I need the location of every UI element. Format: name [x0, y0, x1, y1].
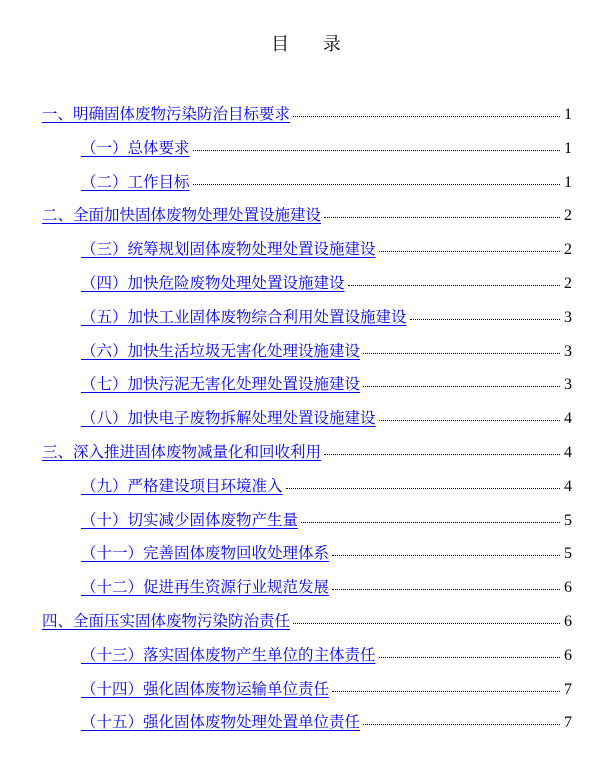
dot-leader — [410, 319, 560, 320]
toc-entry[interactable] — [42, 298, 572, 332]
dot-leader — [286, 488, 560, 489]
toc-entry-link[interactable]: （四）加快危险废物处理处置设施建设 — [81, 273, 345, 292]
toc-page-number: 6 — [564, 579, 572, 597]
toc-entry[interactable] — [42, 670, 572, 704]
toc-page-number: 6 — [564, 646, 572, 664]
toc-entry-link[interactable]: （七）加快污泥无害化处理处置设施建设 — [81, 375, 361, 394]
dot-leader — [332, 691, 560, 692]
toc-page-number: 7 — [564, 680, 572, 698]
toc-page-number: 2 — [564, 274, 572, 292]
toc-page-number: 4 — [564, 477, 572, 495]
toc-entry-link[interactable]: 二、全面加快固体废物处理处置设施建设 — [42, 206, 322, 225]
toc-page-number: 4 — [564, 410, 572, 428]
toc-page-number: 1 — [564, 139, 572, 157]
dot-leader — [324, 217, 560, 218]
dot-leader — [379, 657, 560, 658]
toc-entry-link[interactable]: （八）加快电子废物拆解处理处置设施建设 — [81, 409, 376, 428]
toc-entry-link[interactable]: 一、明确固体废物污染防治目标要求 — [42, 105, 291, 123]
toc-entry-link[interactable]: （十一）完善固体废物回收处理体系 — [81, 544, 330, 563]
toc-entry-link[interactable]: （十）切实减少固体废物产生量 — [81, 510, 299, 529]
dot-leader — [363, 386, 560, 387]
dot-leader — [348, 285, 560, 286]
toc-entry-link[interactable]: 三、深入推进固体废物减量化和回收利用 — [42, 442, 322, 461]
toc-page-number: 7 — [564, 714, 572, 732]
toc-entry[interactable] — [42, 636, 572, 670]
toc-entry-link[interactable]: （三）统筹规划固体废物处理处置设施建设 — [81, 240, 376, 259]
toc-entry[interactable] — [42, 163, 572, 197]
dot-leader — [293, 623, 560, 624]
toc-page-number: 2 — [564, 207, 572, 225]
toc-page-number: 3 — [564, 342, 572, 360]
toc-entry[interactable] — [42, 433, 572, 467]
dot-leader — [332, 589, 560, 590]
dot-leader — [379, 251, 560, 252]
toc-entry-link[interactable]: （六）加快生活垃圾无害化处理设施建设 — [81, 341, 361, 360]
toc-entry-link[interactable]: （一）总体要求 — [81, 138, 190, 157]
toc-entry[interactable] — [42, 264, 572, 298]
toc-entry[interactable] — [42, 196, 572, 230]
toc-entry-link[interactable]: （九）严格建设项目环境准入 — [81, 476, 283, 495]
toc-entry-link[interactable]: 四、全面压实固体废物污染防治责任 — [42, 611, 291, 630]
dot-leader — [332, 555, 560, 556]
toc-entry-link[interactable]: （十三）落实固体废物产生单位的主体责任 — [81, 645, 376, 664]
dot-leader — [363, 353, 560, 354]
dot-leader — [324, 454, 560, 455]
toc-entry-link[interactable]: （十五）强化固体废物处理处置单位责任 — [81, 713, 361, 732]
toc-entry[interactable] — [42, 365, 572, 399]
toc-entry-link[interactable]: （十二）促进再生资源行业规范发展 — [81, 578, 330, 597]
toc-page-number: 5 — [564, 545, 572, 563]
toc-entry-link[interactable]: （十四）强化固体废物运输单位责任 — [81, 679, 330, 698]
toc-entry[interactable] — [42, 501, 572, 535]
toc-page-number: 5 — [564, 511, 572, 529]
dot-leader — [193, 184, 560, 185]
dot-leader — [363, 724, 560, 725]
toc-entry[interactable] — [42, 332, 572, 366]
toc-entry[interactable] — [42, 467, 572, 501]
toc-page-number: 3 — [564, 308, 572, 326]
toc-list — [42, 95, 572, 737]
dot-leader — [379, 420, 560, 421]
toc-page-number: 6 — [564, 612, 572, 630]
toc-entry[interactable] — [42, 95, 572, 129]
toc-page-number: 1 — [564, 173, 572, 191]
toc-entry[interactable] — [42, 534, 572, 568]
toc-entry[interactable] — [42, 230, 572, 264]
dot-leader — [301, 522, 560, 523]
toc-page-number: 1 — [564, 106, 572, 123]
toc-page-number: 4 — [564, 443, 572, 461]
toc-entry[interactable] — [42, 703, 572, 737]
dot-leader — [293, 116, 560, 117]
toc-entry-link[interactable]: （二）工作目标 — [81, 172, 190, 191]
toc-entry[interactable] — [42, 602, 572, 636]
toc-entry[interactable] — [42, 399, 572, 433]
toc-entry-link[interactable]: （五）加快工业固体废物综合利用处置设施建设 — [81, 307, 407, 326]
toc-page-number: 3 — [564, 376, 572, 394]
dot-leader — [193, 150, 560, 151]
toc-title: 目 录 — [271, 34, 355, 55]
toc-entry[interactable] — [42, 129, 572, 163]
toc-entry[interactable] — [42, 568, 572, 602]
toc-page-number: 2 — [564, 241, 572, 259]
